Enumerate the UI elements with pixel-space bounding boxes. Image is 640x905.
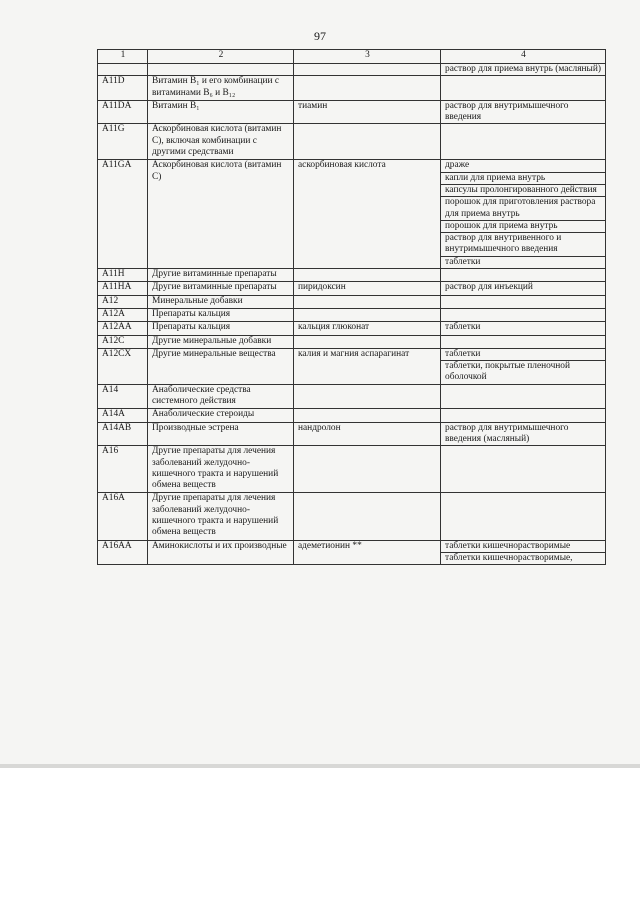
forms-cell bbox=[441, 76, 606, 101]
table-row bbox=[98, 295, 606, 308]
code-cell: A11DA bbox=[98, 100, 148, 124]
group-cell: Препараты кальция bbox=[148, 322, 294, 335]
dosage-form: таблетки bbox=[441, 256, 605, 268]
dosage-form: таблетки кишечнорастворимые bbox=[445, 540, 571, 551]
drug-cell bbox=[294, 335, 441, 348]
dosage-form bbox=[441, 493, 605, 504]
code-cell: A12C bbox=[98, 335, 148, 348]
table-row bbox=[98, 335, 606, 348]
group-cell: Анаболические средства системного действия bbox=[148, 384, 294, 409]
group-cell: Витамин B₁ bbox=[148, 100, 294, 124]
forms-cell bbox=[441, 282, 606, 295]
code-cell: A16 bbox=[98, 446, 148, 493]
table-row bbox=[98, 308, 606, 321]
forms-cell bbox=[441, 335, 606, 348]
forms-cell bbox=[441, 269, 606, 282]
table-header-row bbox=[98, 50, 606, 64]
drug-cell bbox=[294, 384, 441, 409]
forms-cell bbox=[441, 422, 606, 446]
dosage-form bbox=[441, 309, 605, 320]
dosage-form bbox=[441, 446, 605, 457]
group-cell: Другие минеральные вещества bbox=[148, 348, 294, 384]
table-row bbox=[98, 282, 606, 295]
code-cell: A12A bbox=[98, 308, 148, 321]
drug-cell bbox=[294, 64, 441, 76]
group-cell: Производные эстрена bbox=[148, 422, 294, 446]
column-header: 1 bbox=[98, 50, 148, 64]
dosage-form: таблетки, покрытые пленочной оболочкой bbox=[441, 360, 605, 384]
table-row bbox=[98, 446, 606, 493]
group-cell: Другие витаминные препараты bbox=[148, 269, 294, 282]
dosage-form: раствор для внутримышечного введения bbox=[445, 100, 569, 123]
table-row bbox=[98, 384, 606, 409]
column-header: 3 bbox=[294, 50, 441, 64]
group-cell: Витамин B₁ и его комбинации с витаминами B₆ и B₁₂ bbox=[148, 76, 294, 101]
drug-cell bbox=[294, 124, 441, 160]
drug-cell bbox=[294, 409, 441, 422]
group-cell: Аминокислоты и их производные bbox=[148, 540, 294, 565]
dosage-form bbox=[441, 76, 605, 87]
dosage-form: драже bbox=[445, 160, 470, 171]
column-header: 4 bbox=[441, 50, 606, 64]
code-cell: A14AB bbox=[98, 422, 148, 446]
code-cell: A12 bbox=[98, 295, 148, 308]
drug-cell: тиамин bbox=[294, 100, 441, 124]
code-cell: A16A bbox=[98, 493, 148, 540]
forms-cell bbox=[441, 446, 606, 493]
dosage-form bbox=[441, 269, 605, 280]
table-row bbox=[98, 348, 606, 384]
drug-cell bbox=[294, 269, 441, 282]
group-cell: Минеральные добавки bbox=[148, 295, 294, 308]
group-cell: Аскорбиновая кислота (витамин С), включая комбинации с другими средствами bbox=[148, 124, 294, 160]
group-cell: Препараты кальция bbox=[148, 308, 294, 321]
page-edge bbox=[0, 764, 640, 768]
code-cell: A16AA bbox=[98, 540, 148, 565]
forms-cell bbox=[441, 308, 606, 321]
table-row bbox=[98, 76, 606, 101]
dosage-form bbox=[441, 385, 605, 396]
forms-cell bbox=[441, 540, 606, 565]
table-row bbox=[98, 540, 606, 565]
code-cell: A11H bbox=[98, 269, 148, 282]
drug-cell bbox=[294, 493, 441, 540]
forms-cell bbox=[441, 295, 606, 308]
code-cell: A14 bbox=[98, 384, 148, 409]
dosage-form bbox=[441, 409, 605, 420]
drug-cell bbox=[294, 308, 441, 321]
drug-cell: кальция глюконат bbox=[294, 322, 441, 335]
forms-cell bbox=[441, 100, 606, 124]
dosage-form bbox=[441, 124, 605, 135]
code-cell: A12AA bbox=[98, 322, 148, 335]
code-cell: A11HA bbox=[98, 282, 148, 295]
drug-cell bbox=[294, 446, 441, 493]
group-cell: Другие препараты для лечения заболеваний желудочно-кишечного тракта и нарушений обмена веществ bbox=[148, 493, 294, 540]
drug-cell: адеметионин ** bbox=[294, 540, 441, 565]
column-header: 2 bbox=[148, 50, 294, 64]
forms-cell bbox=[441, 64, 606, 76]
page-number: 97 bbox=[314, 29, 326, 43]
forms-cell bbox=[441, 384, 606, 409]
table-row bbox=[98, 322, 606, 335]
dosage-form: капли для приема внутрь bbox=[441, 172, 605, 184]
dosage-form: таблетки bbox=[445, 322, 481, 333]
drug-cell: нандролон bbox=[294, 422, 441, 446]
drug-cell: калия и магния аспарагинат bbox=[294, 348, 441, 384]
code-cell: A14A bbox=[98, 409, 148, 422]
group-cell: Анаболические стероиды bbox=[148, 409, 294, 422]
drug-cell bbox=[294, 295, 441, 308]
group-cell: Другие препараты для лечения заболеваний желудочно-кишечного тракта и нарушений обмена веществ bbox=[148, 446, 294, 493]
dosage-form: раствор для инъекций bbox=[445, 282, 533, 293]
drug-cell bbox=[294, 76, 441, 101]
table-row bbox=[98, 493, 606, 540]
group-cell bbox=[148, 64, 294, 76]
drug-cell: аскорбиновая кислота bbox=[294, 160, 441, 269]
dosage-form: раствор для приема внутрь (масляный) bbox=[445, 64, 601, 74]
code-cell: A11G bbox=[98, 124, 148, 160]
table-row bbox=[98, 422, 606, 446]
drug-cell: пиридоксин bbox=[294, 282, 441, 295]
forms-cell bbox=[441, 322, 606, 335]
group-cell: Другие минеральные добавки bbox=[148, 335, 294, 348]
forms-cell bbox=[441, 348, 606, 384]
dosage-form: капсулы пролонгированного действия bbox=[441, 184, 605, 196]
dosage-form: порошок для приготовления раствора для приема внутрь bbox=[441, 196, 605, 220]
forms-cell bbox=[441, 124, 606, 160]
table-row bbox=[98, 124, 606, 160]
table-row bbox=[98, 409, 606, 422]
forms-cell bbox=[441, 493, 606, 540]
dosage-form: таблетки bbox=[445, 348, 481, 359]
forms-cell bbox=[441, 160, 606, 269]
dosage-form bbox=[441, 296, 605, 307]
group-cell: Другие витаминные препараты bbox=[148, 282, 294, 295]
code-cell: A12CX bbox=[98, 348, 148, 384]
table-row bbox=[98, 160, 606, 269]
group-cell: Аскорбиновая кислота (витамин С) bbox=[148, 160, 294, 269]
dosage-form: таблетки кишечнорастворимые, bbox=[441, 552, 605, 564]
dosage-form: раствор для внутримышечного введения (масляный) bbox=[445, 422, 569, 444]
dosage-form: раствор для внутривенного и внутримышечного введения bbox=[441, 232, 605, 256]
table-row bbox=[98, 64, 606, 76]
drug-table bbox=[97, 49, 606, 565]
table-row bbox=[98, 100, 606, 124]
code-cell: A11GA bbox=[98, 160, 148, 269]
forms-cell bbox=[441, 409, 606, 422]
table-row bbox=[98, 269, 606, 282]
code-cell: A11D bbox=[98, 76, 148, 101]
dosage-form bbox=[441, 336, 605, 347]
dosage-form: порошок для приема внутрь bbox=[441, 220, 605, 232]
code-cell bbox=[98, 64, 148, 76]
